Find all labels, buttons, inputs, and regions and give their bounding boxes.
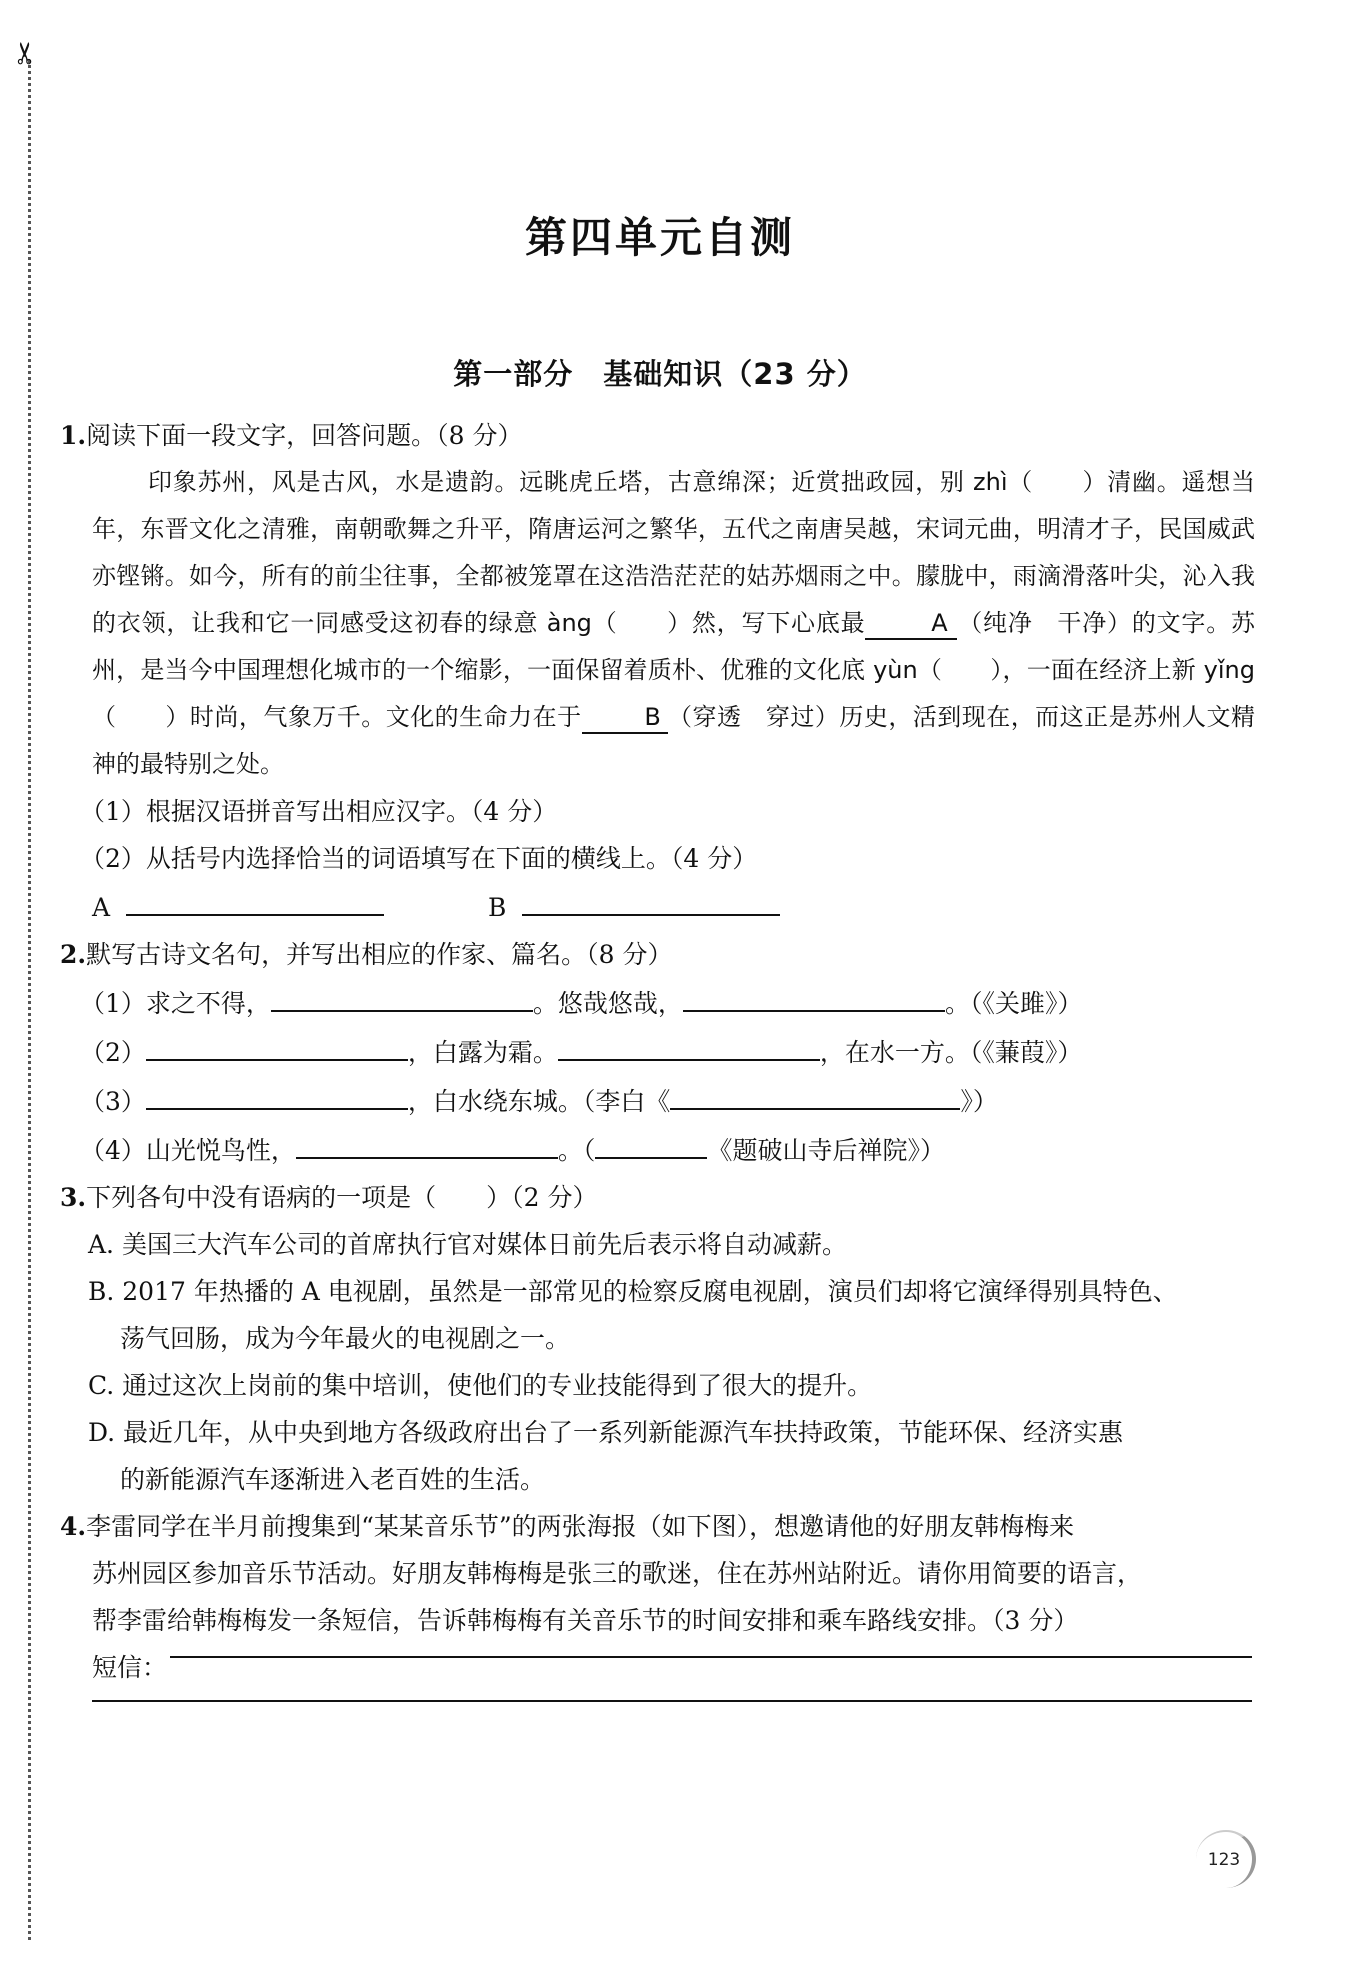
sms-label: 短信： [92, 1653, 168, 1682]
answer-row-ab [92, 882, 1255, 931]
poem-line-1: （1）求之不得， 。悠哉悠哉， 。（《关雎》） [80, 978, 1255, 1027]
question-number: 2. [60, 940, 87, 969]
option-a[interactable]: A. 美国三大汽车公司的首席执行官对媒体日前先后表示将自动减薪。 [88, 1230, 847, 1259]
part-heading: 第一部分 基础知识（23 分） [453, 357, 867, 391]
question-stem: 阅读下面一段文字，回答问题。（8 分） [86, 421, 523, 450]
option-d-continued: 的新能源汽车逐渐进入老百姓的生活。 [120, 1465, 546, 1494]
question-number: 4. [60, 1512, 87, 1541]
cut-line [28, 60, 31, 1940]
scissors-icon: ✂ [8, 40, 44, 66]
question-4 [60, 1503, 1255, 1550]
poem-line-4: （4）山光悦鸟性， 。（ 《题破山寺后禅院》） [80, 1125, 1255, 1174]
sub-question-2: （2）从括号内选择恰当的词语填写在下面的横线上。（4 分） [80, 844, 758, 873]
poem-blank[interactable] [683, 978, 945, 1012]
question-2 [60, 931, 1255, 978]
poem-blank[interactable] [146, 1027, 408, 1061]
answer-label-a: A [92, 893, 111, 922]
question-stem: 下列各句中没有语病的一项是（ ）（2 分） [86, 1183, 598, 1212]
question-number: 1. [60, 421, 87, 450]
page-title: 第四单元自测 [524, 213, 795, 262]
reading-passage: 印象苏州，风是古风，水是遗韵。远眺虎丘塔，古意绵深；近赏拙政园，别 zhì（ ）清幽。遥想当年，东晋文化之清雅，南朝歌舞之升平，隋唐运河之繁华，五代之南唐吴越，宋词元曲，明清才子，民国威武亦铿锵。如今，所有的前尘往事，全都被笼罩在这浩浩茫茫的姑苏烟雨之中。朦胧中，雨滴滑落叶尖，沁入我的衣领，让我和它一同感受这初春的绿意 àng（ ）然，写下心底最 A （纯净 干净）的文字。苏州，是当今中国理想化城市的一个缩影，一面保留着质朴、优雅的文化底 yùn（ ），一面在经济上新 yǐng（ ）时尚，气象万千。文化的生命力在于 B （穿透 穿过）历史，活到现在，而这正是苏州人文精神的最特别之处。 [92, 468, 1256, 778]
sms-answer-line-2[interactable] [92, 1700, 1252, 1702]
answer-label-b: B [487, 893, 507, 922]
option-c[interactable]: C. 通过这次上岗前的集中培训，使他们的专业技能得到了很大的提升。 [88, 1371, 873, 1400]
question-1 [60, 412, 1255, 459]
question-stem-line-3: 帮李雷给韩梅梅发一条短信，告诉韩梅梅有关音乐节的时间安排和乘车路线安排。（3 分） [92, 1606, 1079, 1635]
page-number: 123 [1196, 1830, 1256, 1888]
poem-blank[interactable] [271, 978, 533, 1012]
question-number: 3. [60, 1183, 87, 1212]
answer-blank-b[interactable] [522, 882, 780, 916]
sms-answer-line-1[interactable] [170, 1656, 1252, 1658]
poem-blank[interactable] [670, 1076, 960, 1110]
answer-blank-a[interactable] [126, 882, 384, 916]
question-stem: 默写古诗文名句，并写出相应的作家、篇名。（8 分） [86, 940, 673, 969]
poem-blank[interactable] [146, 1076, 408, 1110]
poem-blank[interactable] [595, 1125, 707, 1159]
sms-row [92, 1644, 1255, 1691]
poem-blank[interactable] [558, 1027, 820, 1061]
question-list [60, 412, 1255, 1691]
blank-b-fill[interactable]: B [582, 702, 668, 734]
poem-line-3: （3） ，白水绕东城。（李白《 》） [80, 1076, 1255, 1125]
question-3 [60, 1174, 1255, 1221]
option-d[interactable]: D. 最近几年，从中央到地方各级政府出台了一系列新能源汽车扶持政策，节能环保、经济实惠 [88, 1418, 1124, 1447]
option-b-continued: 荡气回肠，成为今年最火的电视剧之一。 [120, 1324, 571, 1353]
question-stem-line-2: 苏州园区参加音乐节活动。好朋友韩梅梅是张三的歌迷，住在苏州站附近。请你用简要的语言， [92, 1559, 1143, 1588]
option-b[interactable]: B. 2017 年热播的 A 电视剧，虽然是一部常见的检察反腐电视剧，演员们却将它演绎得别具特色、 [88, 1277, 1178, 1306]
question-stem-line-1: 李雷同学在半月前搜集到“某某音乐节”的两张海报（如下图），想邀请他的好朋友韩梅梅来 [86, 1512, 1075, 1541]
poem-line-2: （2） ，白露为霜。 ，在水一方。（《蒹葭》） [80, 1027, 1255, 1076]
blank-a-fill[interactable]: A [865, 608, 957, 640]
sub-question-1: （1）根据汉语拼音写出相应汉字。（4 分） [80, 797, 558, 826]
poem-blank[interactable] [296, 1125, 558, 1159]
